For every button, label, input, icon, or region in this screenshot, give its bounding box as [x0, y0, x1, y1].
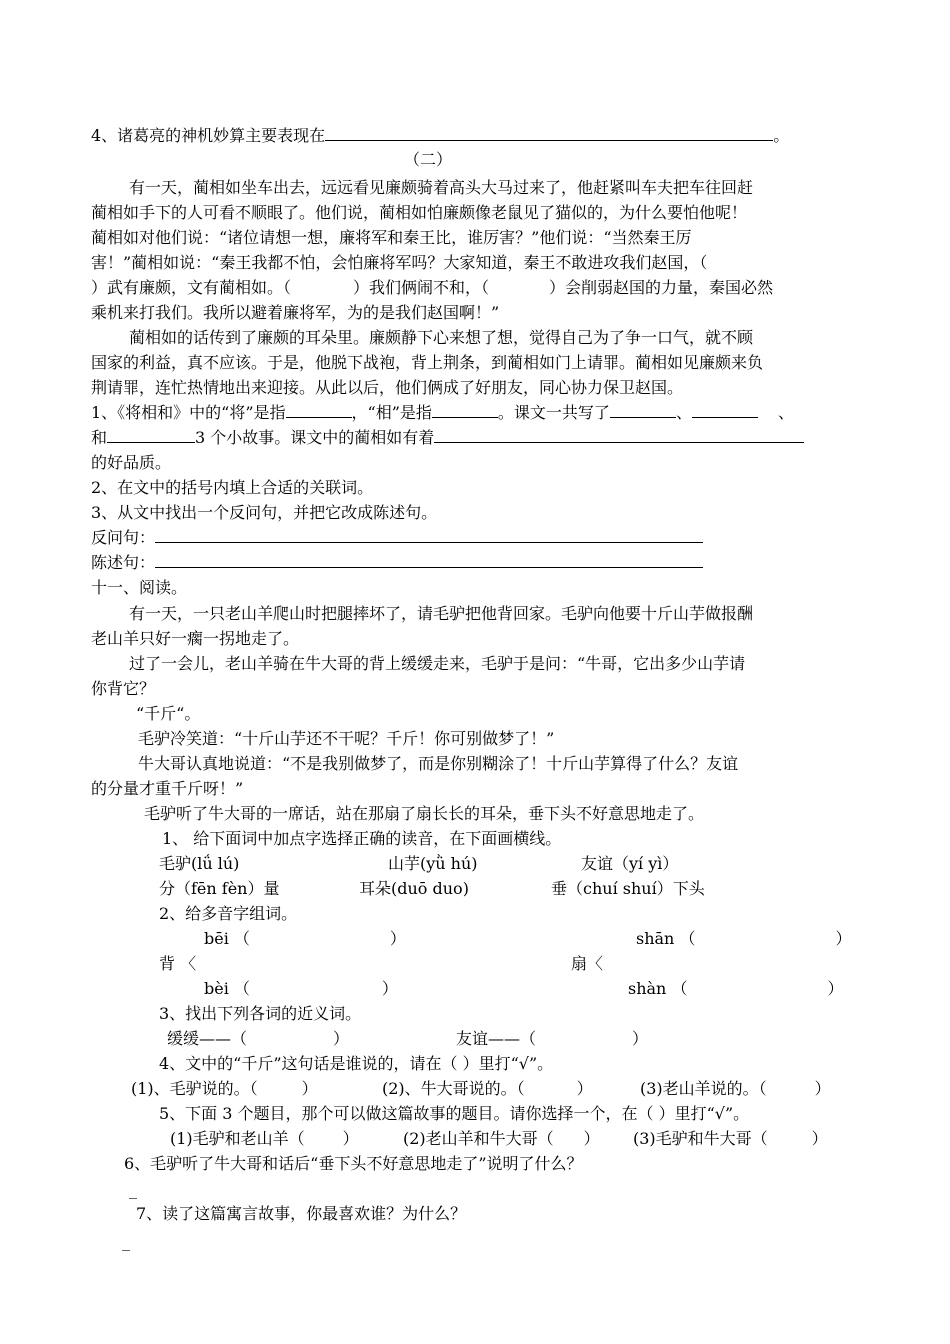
paren-close: ） — [814, 1079, 831, 1098]
option-label: (1)毛驴和老山羊（ — [170, 1129, 305, 1148]
shan-char: 扇〈 — [571, 954, 604, 973]
story-line: 老山羊只好一瘸一拐地走了。 — [91, 629, 300, 648]
story-line: 牛大哥认真地说道：“不是我别做梦了，而是你别糊涂了！十斤山芋算得了什么？友谊 — [138, 754, 739, 773]
reading-question-5: 5、下面 3 个题目，那个可以做这篇故事的题目。请你选择一个，在（ ）里打“√”。 — [159, 1104, 750, 1123]
question-3: 3、从文中找出一个反问句，并把它改成陈述句。 — [91, 503, 438, 522]
section-title-11: 十一、阅读。 — [91, 578, 188, 597]
paren-close: ） — [381, 979, 398, 998]
question-1 — [91, 403, 794, 423]
bei1-entry — [204, 929, 406, 949]
reading-question-6: 6、毛驴听了牛大哥和话后“垂下头不好意思地走了”说明了什么？ — [124, 1154, 583, 1173]
question-text: ，“相”是指 — [351, 403, 432, 422]
pinyin-word[interactable]: 垂（chuí shuí）下头 — [551, 879, 705, 898]
question-1-cont — [91, 428, 804, 448]
question-text: 和 — [91, 428, 108, 447]
story-line: 毛驴听了牛大哥的一席话，站在那扇了扇长长的耳朵，垂下头不好意思地走了。 — [144, 804, 705, 823]
punctuation: 。 — [773, 126, 790, 145]
pinyin-word[interactable]: 耳朵(duō duo) — [359, 879, 469, 898]
paren-close: ） — [389, 929, 406, 948]
passage-line: 有一天，蔺相如坐车出去，远远看见廉颇骑着高头大马过来了，他赶紧叫车夫把车往回赶 — [129, 178, 754, 197]
declarative-row — [91, 553, 703, 573]
story-line: 毛驴冷笑道：“十斤山芋还不干呢？千斤！你可别做梦了！” — [138, 729, 555, 748]
paren-close: ） — [333, 1029, 350, 1048]
title-option-1 — [170, 1129, 359, 1149]
answer-blank[interactable] — [107, 428, 195, 443]
passage-line: 蔺相如手下的人可看不顺眼了。他们说，蔺相如怕廉颇像老鼠见了猫似的，为什么要怕他呢！ — [91, 203, 748, 222]
story-line: 过了一会儿，老山羊骑在牛大哥的背上缓缓走来，毛驴于是问：“牛哥，它出多少山芋请 — [129, 654, 746, 673]
option-label: (1)、毛驴说的。（ — [131, 1079, 258, 1098]
passage-line: 乘机来打我们。我所以避着廉将军，为的是我们赵国啊！” — [91, 303, 500, 322]
story-line: 你背它？ — [91, 679, 156, 698]
section-title-2: （二） — [404, 150, 453, 169]
pinyin-word[interactable]: 毛驴(lǘ lú) — [159, 854, 240, 873]
question-text: 、 — [777, 403, 794, 422]
question-label: 4、诸葛亮的神机妙算主要表现在 — [91, 126, 326, 145]
passage-line: 蔺相如的话传到了廉颇的耳朵里。廉颇静下心来想了想，觉得自己为了争一口气，就不顾 — [129, 328, 754, 347]
reading-question-3: 3、找出下列各词的近义词。 — [159, 1004, 362, 1023]
passage-line: 国家的利益，真不应该。于是，他脱下战袍，背上荆条，到蔺相如门上请罪。蔺相如见廉颇来负 — [91, 353, 764, 372]
paren-close: ） — [632, 1029, 649, 1048]
rhetorical-answer[interactable] — [155, 528, 703, 543]
story-line: “千斤“。 — [136, 704, 201, 723]
title-option-2 — [403, 1129, 600, 1149]
rhetorical-label: 反问句： — [91, 528, 156, 547]
shan4-label: shàn （ — [628, 979, 688, 998]
question-2: 2、在文中的括号内填上合适的关联词。 — [91, 478, 374, 497]
synonym-b-label: 友谊——（ — [456, 1029, 537, 1048]
answer-line-mark[interactable]: _ — [122, 1232, 130, 1251]
passage-text: ）会削弱赵国的力量，秦国必然 — [549, 278, 774, 297]
story-line: 的分量才重千斤呀！” — [91, 779, 244, 798]
shan1-entry — [636, 929, 851, 949]
declarative-answer[interactable] — [155, 553, 703, 568]
paren-close: ） — [835, 929, 852, 948]
shan4-entry — [628, 979, 843, 999]
pinyin-word[interactable]: 友谊（yí yì） — [581, 854, 679, 873]
passage-line: 荆请罪，连忙热情地出来迎接。从此以后，他们俩成了好朋友，同心协力保卫赵国。 — [91, 378, 684, 397]
passage-line: 蔺相如对他们说：“诸位请想一想，廉将军和秦王比，谁厉害？”他们说：“当然秦王厉 — [91, 228, 692, 247]
question-text: 1、《将相和》中的“将”是指 — [91, 403, 286, 422]
option-label: (2)、牛大哥说的。（ — [382, 1079, 525, 1098]
answer-blank[interactable] — [432, 403, 498, 418]
answer-blank[interactable] — [692, 403, 758, 418]
bei4-label: bèi （ — [204, 979, 250, 998]
paren-close: ） — [301, 1079, 318, 1098]
synonym-b — [456, 1029, 648, 1049]
story-line: 有一天，一只老山羊爬山时把腿摔坏了，请毛驴把他背回家。毛驴向他要十斤山芋做报酬 — [129, 604, 754, 623]
passage-text: ）我们俩闹不和，（ — [353, 278, 490, 297]
paren-close: ） — [583, 1129, 600, 1148]
option-label: (3)毛驴和牛大哥（ — [633, 1129, 768, 1148]
question-text: 、 — [675, 403, 692, 422]
option-2 — [382, 1079, 593, 1099]
option-label: (2)老山羊和牛大哥（ — [403, 1129, 554, 1148]
question-text: 。课文一共写了 — [497, 403, 610, 422]
synonym-a — [167, 1029, 349, 1049]
passage-line: 害！”蔺相如说：“秦王我都不怕，会怕廉将军吗？大家知道，秦王不敢进攻我们赵国，（ — [91, 253, 708, 272]
bei-char: 背 〈 — [159, 954, 197, 973]
pinyin-word[interactable]: 分（fēn fèn）量 — [159, 879, 280, 898]
paren-close: ） — [342, 1129, 359, 1148]
declarative-label: 陈述句： — [91, 553, 156, 572]
paren-close: ） — [576, 1079, 593, 1098]
reading-question-2: 2、给多音字组词。 — [159, 904, 298, 923]
answer-line-mark[interactable]: _ — [129, 1180, 137, 1199]
passage-line-with-blanks — [91, 278, 773, 298]
shan1-label: shān （ — [636, 929, 696, 948]
answer-blank[interactable] — [610, 403, 676, 418]
answer-blank[interactable] — [286, 403, 352, 418]
pinyin-word[interactable]: 山芋(yǜ hú) — [388, 854, 478, 873]
paren-close: ） — [811, 1129, 828, 1148]
passage-text: ）武有廉颇，文有蔺相如。（ — [91, 278, 292, 297]
title-option-3 — [633, 1129, 828, 1149]
reading-question-7: 7、读了这篇寓言故事，你最喜欢谁？为什么？ — [136, 1204, 467, 1223]
bei1-label: bēi （ — [204, 929, 250, 948]
rhetorical-row — [91, 528, 703, 548]
reading-question-1: 1、 给下面词中加点字选择正确的读音，在下面画横线。 — [162, 829, 562, 848]
question-text: 3 个小故事。课文中的蔺相如有着 — [195, 428, 435, 447]
reading-question-4: 4、文中的“千斤”这句话是谁说的，请在（ ）里打“√”。 — [159, 1054, 554, 1073]
option-1 — [131, 1079, 318, 1099]
option-label: (3)老山羊说的。（ — [640, 1079, 767, 1098]
question-1-end: 的好品质。 — [91, 453, 172, 472]
question-4-zhuge — [91, 126, 789, 146]
answer-blank[interactable] — [325, 126, 773, 141]
option-3 — [640, 1079, 831, 1099]
answer-blank[interactable] — [434, 428, 804, 443]
paren-close: ） — [827, 979, 844, 998]
synonym-a-label: 缓缓——（ — [167, 1029, 248, 1048]
bei4-entry — [204, 979, 398, 999]
